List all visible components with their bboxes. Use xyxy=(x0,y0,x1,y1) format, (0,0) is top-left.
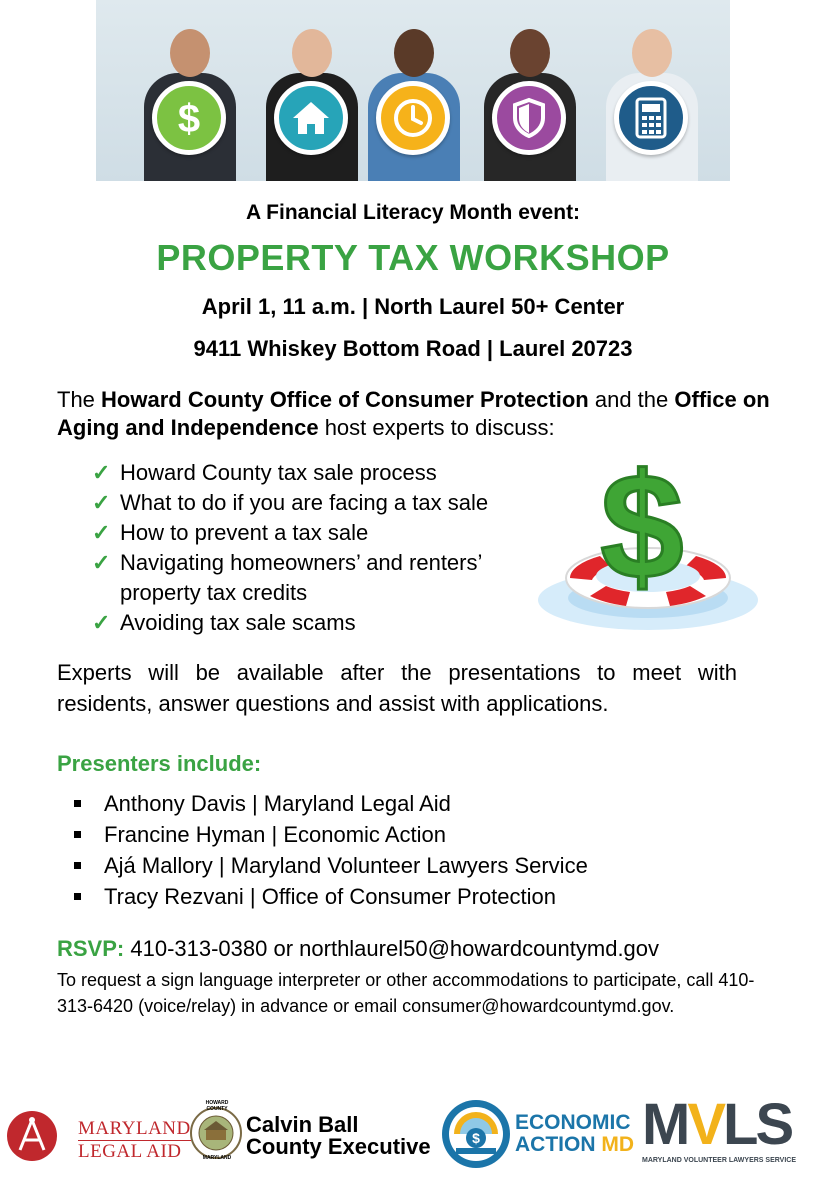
list-item: ✓ How to prevent a tax sale xyxy=(92,518,542,548)
mla-logo: MARYLAND LEGAL AID xyxy=(78,1118,191,1162)
clock-icon xyxy=(376,81,450,155)
svg-text:$: $ xyxy=(472,1130,480,1146)
dollar-icon xyxy=(152,81,226,155)
presenter-list xyxy=(74,788,588,912)
org-aging-independence: Office on Aging and Independence xyxy=(57,387,770,440)
experts-paragraph: Experts will be available after the presentations to meet with residents, answer questions and assist with applications. xyxy=(57,660,737,716)
hero-banner xyxy=(96,0,730,181)
calculator-icon xyxy=(614,81,688,155)
county-seal-icon xyxy=(190,1104,242,1162)
accommodations-note: To request a sign language interpreter or other accommodations to participate, call 410-313-6420 (voice/relay) in advance or email consumer@howardcountymd.gov. xyxy=(57,970,755,1016)
event-address: 9411 Whiskey Bottom Road | Laurel 20723 xyxy=(193,336,633,361)
rsvp-contact: 410-313-0380 or northlaurel50@howardcountymd.gov xyxy=(124,936,660,961)
checkmark-icon: ✓ xyxy=(92,490,111,515)
list-item: ✓ Avoiding tax sale scams xyxy=(92,608,542,638)
checkmark-icon: ✓ xyxy=(92,610,111,635)
economic-action-logo: ECONOMIC ACTION MD xyxy=(515,1111,635,1156)
event-title: PROPERTY TAX WORKSHOP xyxy=(156,237,670,278)
rsvp-label: RSVP: xyxy=(57,936,125,961)
seal-top-text: HOWARD COUNTY xyxy=(205,1100,229,1112)
person-4 xyxy=(470,21,588,181)
person-1 xyxy=(130,21,248,181)
person-5 xyxy=(592,21,710,181)
sponsor-logos xyxy=(0,1092,826,1182)
list-item: ✓ Navigating homeowners’ and renters’ property tax credits xyxy=(92,550,482,605)
bullet-icon xyxy=(74,831,81,838)
checkmark-icon: ✓ xyxy=(92,460,111,485)
seal-bottom-text: MARYLAND xyxy=(202,1155,232,1161)
dollar-lifebuoy-illustration xyxy=(530,460,760,640)
checkmark-icon: ✓ xyxy=(92,520,111,545)
bullet-icon xyxy=(74,862,81,869)
event-subtitle: A Financial Literacy Month event: xyxy=(245,201,581,224)
rsvp-line xyxy=(57,936,659,962)
person-3 xyxy=(354,21,472,181)
org-consumer-protection: Howard County Office of Consumer Protection xyxy=(101,387,589,412)
checkmark-icon: ✓ xyxy=(92,550,111,575)
mvls-subtitle: MARYLAND VOLUNTEER LAWYERS SERVICE xyxy=(642,1157,797,1164)
svg-text:$: $ xyxy=(177,97,201,140)
list-item: ✓ Howard County tax sale process xyxy=(92,458,542,488)
economic-action-emblem-icon xyxy=(440,1098,512,1170)
list-item: Francine Hyman | Economic Action xyxy=(74,819,588,850)
event-datetime: April 1, 11 a.m. | North Laurel 50+ Center xyxy=(201,294,625,319)
list-item: Tracy Rezvani | Office of Consumer Protection xyxy=(74,881,588,912)
svg-text:$: $ xyxy=(600,460,684,610)
list-item: Ajá Mallory | Maryland Volunteer Lawyers Service xyxy=(74,850,588,881)
list-item: Anthony Davis | Maryland Legal Aid xyxy=(74,788,588,819)
presenters-heading: Presenters include: xyxy=(57,751,262,776)
list-item: ✓ What to do if you are facing a tax sale xyxy=(92,488,542,518)
shield-icon xyxy=(492,81,566,155)
person-2 xyxy=(252,21,370,181)
intro-paragraph: The Howard County Office of Consumer Protection and the Office on Aging and Independence host experts to discuss: xyxy=(57,387,770,440)
mla-emblem-icon xyxy=(6,1110,58,1162)
bullet-icon xyxy=(74,893,81,900)
mvls-logo: MVLS xyxy=(642,1092,792,1157)
topic-list xyxy=(92,458,542,638)
house-icon xyxy=(274,81,348,155)
bullet-icon xyxy=(74,800,81,807)
county-executive-logo: Calvin Ball County Executive xyxy=(246,1112,431,1159)
